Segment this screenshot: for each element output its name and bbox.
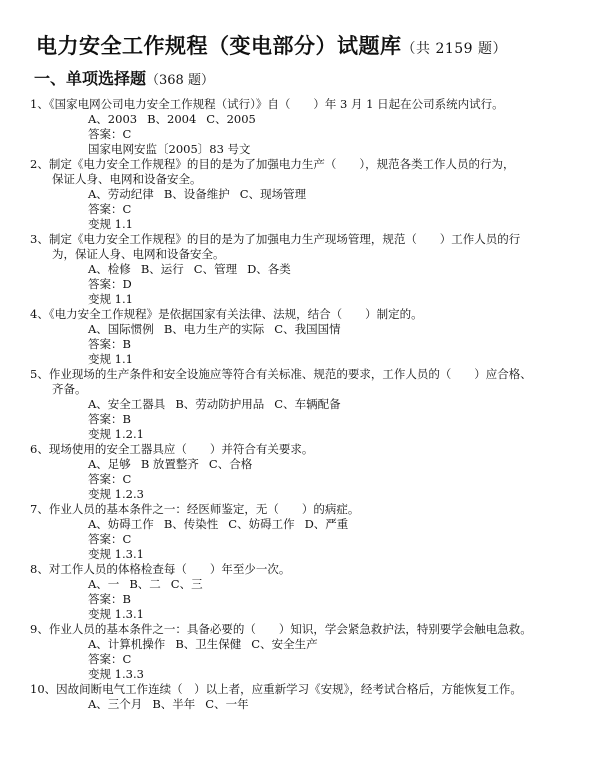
- title-count: （共 2159 题）: [401, 41, 508, 57]
- option: C、我国国情: [274, 322, 341, 336]
- question-stem: 6、现场使用的安全工器具应（ ）并符合有关要求。: [30, 442, 314, 456]
- answer: 答案：C: [88, 652, 132, 666]
- question-stem: 4、《电力安全工作规程》是依据国家有关法律、法规，结合（ ）制定的。: [30, 307, 423, 321]
- question-options: [30, 457, 578, 472]
- question-stem: 7、作业人员的基本条件之一：经医师鉴定，无（ ）的病症。: [30, 502, 360, 516]
- option: D、各类: [247, 262, 291, 276]
- option: C、2005: [206, 112, 256, 126]
- option: B、运行: [140, 262, 184, 276]
- option: A、2003: [88, 112, 138, 126]
- option: C、车辆配备: [274, 397, 341, 411]
- question-list: [30, 97, 578, 712]
- option: D、严重: [304, 517, 349, 531]
- reference: 变规 1.1: [88, 217, 133, 231]
- question-options: [30, 697, 578, 712]
- option: C、妨碍工作: [228, 517, 295, 531]
- answer: 答案：D: [88, 277, 132, 291]
- question-options: [30, 577, 578, 592]
- reference: 国家电网安监〔2005〕83 号文: [88, 142, 251, 156]
- option: B、2004: [147, 112, 197, 126]
- option: A、妨碍工作: [88, 517, 154, 531]
- question-item: [30, 442, 578, 502]
- option: A、一: [88, 577, 120, 591]
- question-item: [30, 562, 578, 622]
- reference: 变规 1.3.1: [88, 547, 144, 561]
- reference: 变规 1.2.1: [88, 427, 144, 441]
- section-count: （368 题）: [146, 73, 214, 88]
- answer: 答案：B: [88, 337, 131, 351]
- question-options: [30, 187, 578, 202]
- question-item: [30, 502, 578, 562]
- question-item: [30, 367, 578, 442]
- reference: 变规 1.1: [88, 292, 133, 306]
- option: B、电力生产的实际: [163, 322, 265, 336]
- option: C、合格: [208, 457, 253, 471]
- option: A、国际惯例: [88, 322, 154, 336]
- page-title: [36, 32, 578, 63]
- option: B、半年: [152, 697, 196, 711]
- question-stem: 1、《国家电网公司电力安全工作规程（试行）》自（ ）年 3 月 1 日起在公司系统内试行。: [30, 97, 504, 111]
- question-options: [30, 517, 578, 532]
- option: A、安全工器具: [88, 397, 166, 411]
- answer: 答案：C: [88, 532, 132, 546]
- answer: 答案：C: [88, 127, 132, 141]
- option: C、现场管理: [239, 187, 307, 201]
- option: B、卫生保健: [175, 637, 242, 651]
- option: A、劳动纪律: [88, 187, 154, 201]
- answer: 答案：B: [88, 592, 131, 606]
- option: C、三: [170, 577, 203, 591]
- option: C、一年: [205, 697, 249, 711]
- answer: 答案：B: [88, 412, 131, 426]
- question-options: [30, 397, 578, 412]
- question-item: [30, 622, 578, 682]
- question-stem: 9、作业人员的基本条件之一：具备必要的（ ）知识，学会紧急救护法，特别要学会触电急救。: [30, 622, 532, 636]
- question-stem: 8、对工作人员的体格检查每（ ）年至少一次。: [30, 562, 291, 576]
- option: A、三个月: [88, 697, 143, 711]
- option: A、检修: [88, 262, 131, 276]
- question-options: [30, 262, 578, 277]
- section-label: 一、单项选择题: [34, 69, 147, 88]
- option: A、计算机操作: [88, 637, 166, 651]
- question-stem: 10、因故间断电气工作连续（ ）以上者，应重新学习《安规》，经考试合格后，方能恢复工作。: [30, 682, 522, 696]
- reference: 变规 1.3.1: [88, 607, 144, 621]
- reference: 变规 1.1: [88, 352, 133, 366]
- reference: 变规 1.3.3: [88, 667, 144, 681]
- question-options: [30, 637, 578, 652]
- question-item: [30, 307, 578, 367]
- question-item: [30, 232, 578, 307]
- title-text: 电力安全工作规程（变电部分）试题库: [36, 34, 402, 58]
- reference: 变规 1.2.3: [88, 487, 144, 501]
- question-stem-continued: 齐备。: [52, 382, 87, 396]
- question-item: [30, 682, 578, 712]
- answer: 答案：C: [88, 472, 132, 486]
- question-stem-continued: 保证人身、电网和设备安全。: [52, 172, 202, 186]
- question-options: [30, 322, 578, 337]
- option: B、劳动防护用品: [175, 397, 265, 411]
- option: B、设备维护: [163, 187, 230, 201]
- option: B 放置整齐: [140, 457, 199, 471]
- option: B、二: [129, 577, 161, 591]
- option: C、管理: [193, 262, 238, 276]
- question-stem: 3、制定《电力安全工作规程》的目的是为了加强电力生产现场管理，规范（ ）工作人员的行: [30, 232, 521, 246]
- question-stem-continued: 为，保证人身、电网和设备安全。: [52, 247, 225, 261]
- question-stem: 5、作业现场的生产条件和安全设施应等符合有关标准、规范的要求，工作人员的（ ）应合格、: [30, 367, 532, 381]
- section-heading: [34, 67, 578, 93]
- question-item: [30, 157, 578, 232]
- question-stem: 2、制定《电力安全工作规程》的目的是为了加强电力生产（ ），规范各类工作人员的行为，: [30, 157, 515, 171]
- question-item: [30, 97, 578, 157]
- answer: 答案：C: [88, 202, 132, 216]
- option: A、足够: [88, 457, 131, 471]
- option: C、安全生产: [251, 637, 318, 651]
- question-options: [30, 112, 578, 127]
- option: B、传染性: [163, 517, 219, 531]
